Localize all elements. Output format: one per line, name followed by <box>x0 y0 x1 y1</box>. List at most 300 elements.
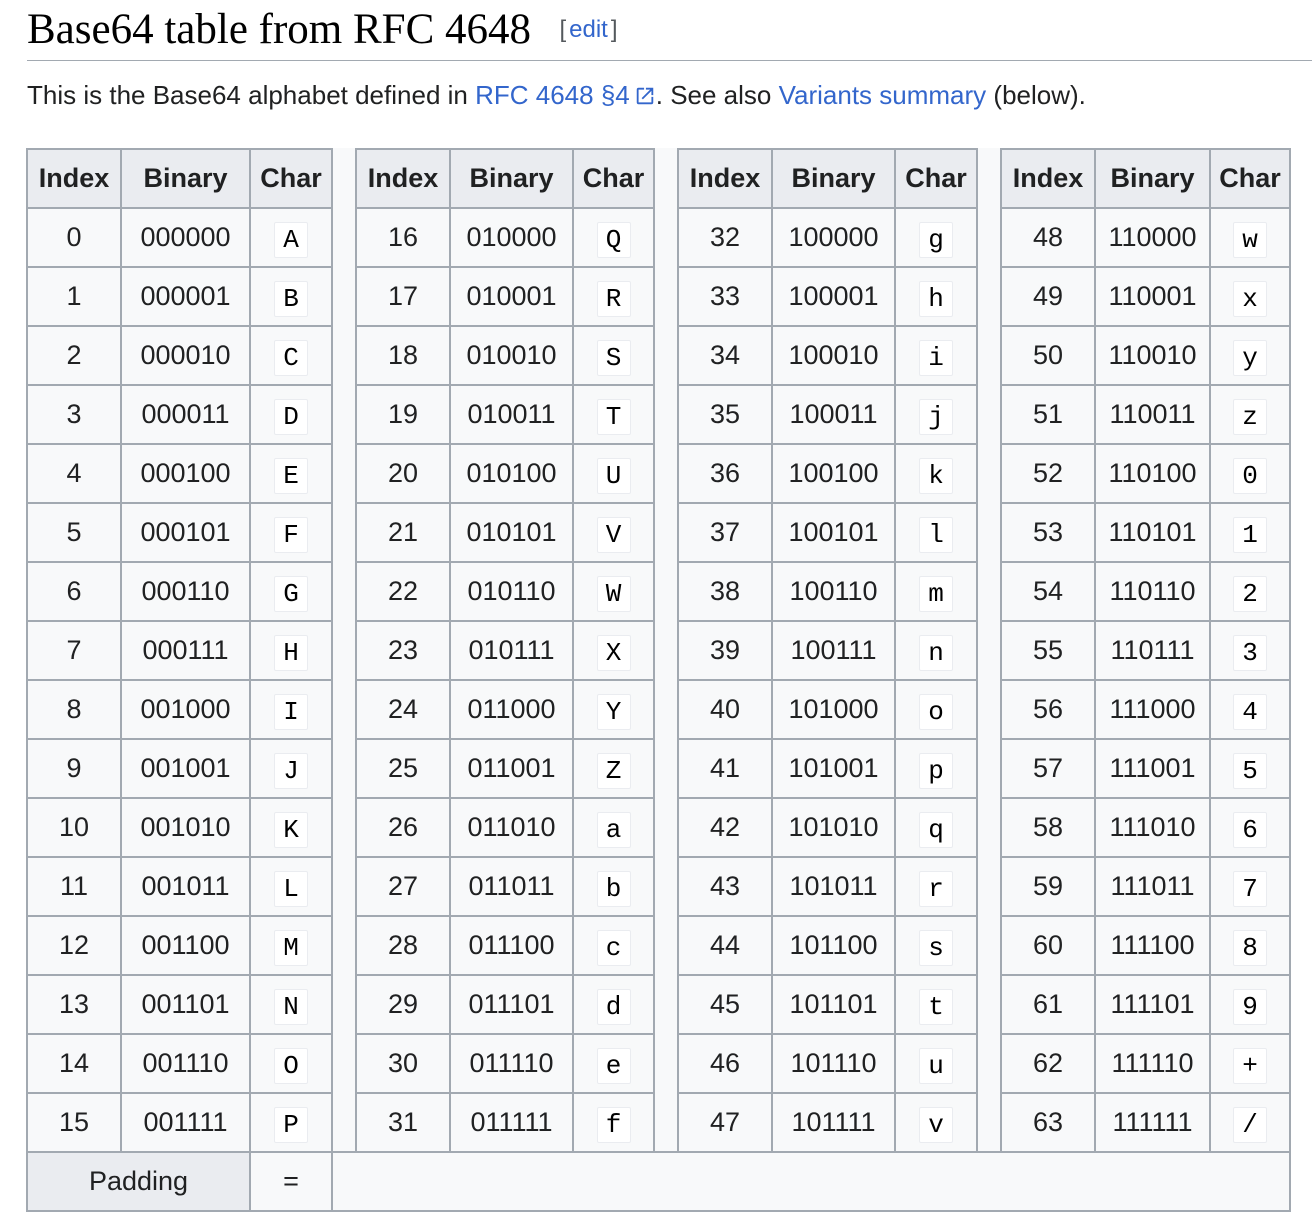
index-cell: 60 <box>1001 916 1095 975</box>
column-gap <box>654 503 678 562</box>
index-cell: 15 <box>27 1093 121 1152</box>
binary-cell: 101111 <box>772 1093 895 1152</box>
binary-cell: 101011 <box>772 857 895 916</box>
index-cell: 49 <box>1001 267 1095 326</box>
char-cell <box>895 621 977 680</box>
intro-text-2: . See also <box>655 80 779 110</box>
column-gap <box>332 1093 356 1152</box>
binary-cell: 011111 <box>450 1093 573 1152</box>
binary-cell: 100000 <box>772 208 895 267</box>
char-code: I <box>274 694 308 730</box>
binary-cell: 001101 <box>121 975 250 1034</box>
column-gap <box>332 680 356 739</box>
padding-label: Padding <box>27 1152 250 1211</box>
index-cell: 58 <box>1001 798 1095 857</box>
column-gap <box>977 857 1001 916</box>
char-code: l <box>919 517 953 553</box>
binary-cell: 010110 <box>450 562 573 621</box>
column-gap <box>977 267 1001 326</box>
column-gap <box>332 326 356 385</box>
index-cell: 26 <box>356 798 450 857</box>
column-gap <box>977 444 1001 503</box>
char-code: + <box>1233 1048 1267 1084</box>
char-cell <box>250 562 332 621</box>
binary-header: Binary <box>450 149 573 208</box>
column-gap <box>332 149 356 208</box>
external-link-icon <box>634 85 656 107</box>
table-row <box>27 739 1290 798</box>
index-cell: 3 <box>27 385 121 444</box>
column-gap <box>332 1034 356 1093</box>
char-cell <box>895 562 977 621</box>
binary-cell: 100011 <box>772 385 895 444</box>
char-code: s <box>919 930 953 966</box>
binary-cell: 100110 <box>772 562 895 621</box>
char-code: G <box>274 576 308 612</box>
index-cell: 13 <box>27 975 121 1034</box>
column-gap <box>654 857 678 916</box>
binary-cell: 011000 <box>450 680 573 739</box>
binary-cell: 010111 <box>450 621 573 680</box>
char-code: L <box>274 871 308 907</box>
char-cell <box>250 267 332 326</box>
binary-cell: 000011 <box>121 385 250 444</box>
char-code: c <box>597 930 631 966</box>
binary-cell: 010010 <box>450 326 573 385</box>
char-code: q <box>919 812 953 848</box>
index-cell: 6 <box>27 562 121 621</box>
index-cell: 36 <box>678 444 772 503</box>
index-cell: 45 <box>678 975 772 1034</box>
char-code: j <box>919 399 953 435</box>
index-cell: 55 <box>1001 621 1095 680</box>
table-row <box>27 680 1290 739</box>
column-gap <box>654 149 678 208</box>
char-cell <box>895 680 977 739</box>
rfc-4648-link[interactable] <box>475 80 656 110</box>
binary-cell: 100101 <box>772 503 895 562</box>
binary-cell: 010011 <box>450 385 573 444</box>
char-code: Y <box>597 694 631 730</box>
char-cell <box>573 1093 654 1152</box>
char-code: g <box>919 222 953 258</box>
char-code: 9 <box>1233 989 1267 1025</box>
index-cell: 57 <box>1001 739 1095 798</box>
char-cell <box>250 680 332 739</box>
index-cell: 47 <box>678 1093 772 1152</box>
char-cell <box>573 562 654 621</box>
char-code: x <box>1233 281 1267 317</box>
binary-cell: 110001 <box>1095 267 1210 326</box>
binary-cell: 000101 <box>121 503 250 562</box>
char-code: W <box>597 576 631 612</box>
index-cell: 22 <box>356 562 450 621</box>
char-cell <box>1210 857 1290 916</box>
char-code: 3 <box>1233 635 1267 671</box>
char-cell <box>250 857 332 916</box>
binary-cell: 111010 <box>1095 798 1210 857</box>
char-code: d <box>597 989 631 1025</box>
index-cell: 38 <box>678 562 772 621</box>
char-cell <box>1210 1093 1290 1152</box>
char-code: B <box>274 281 308 317</box>
binary-cell: 111100 <box>1095 916 1210 975</box>
binary-cell: 001001 <box>121 739 250 798</box>
binary-cell: 100001 <box>772 267 895 326</box>
char-cell <box>250 208 332 267</box>
table-body <box>27 208 1290 1211</box>
index-cell: 10 <box>27 798 121 857</box>
binary-cell: 110100 <box>1095 444 1210 503</box>
char-cell <box>250 385 332 444</box>
index-cell: 30 <box>356 1034 450 1093</box>
char-code: E <box>274 458 308 494</box>
char-cell <box>1210 385 1290 444</box>
column-gap <box>977 798 1001 857</box>
char-code: 7 <box>1233 871 1267 907</box>
char-code: A <box>274 222 308 258</box>
char-code: / <box>1233 1107 1267 1143</box>
binary-cell: 011001 <box>450 739 573 798</box>
char-code: Q <box>597 222 631 258</box>
binary-cell: 111011 <box>1095 857 1210 916</box>
binary-cell: 000110 <box>121 562 250 621</box>
binary-cell: 101010 <box>772 798 895 857</box>
char-cell <box>1210 267 1290 326</box>
index-cell: 59 <box>1001 857 1095 916</box>
column-gap <box>332 267 356 326</box>
index-cell: 62 <box>1001 1034 1095 1093</box>
edit-section <box>559 16 617 44</box>
column-gap <box>332 798 356 857</box>
index-cell: 19 <box>356 385 450 444</box>
header-row <box>27 149 1290 208</box>
column-gap <box>654 680 678 739</box>
index-cell: 46 <box>678 1034 772 1093</box>
binary-cell: 100100 <box>772 444 895 503</box>
char-cell <box>1210 208 1290 267</box>
char-code: 5 <box>1233 753 1267 789</box>
char-code: V <box>597 517 631 553</box>
char-cell <box>1210 798 1290 857</box>
column-gap <box>654 208 678 267</box>
edit-link[interactable]: edit <box>569 16 608 43</box>
char-cell <box>895 444 977 503</box>
table-row <box>27 975 1290 1034</box>
column-gap <box>977 975 1001 1034</box>
char-cell <box>895 385 977 444</box>
column-gap <box>977 385 1001 444</box>
index-cell: 9 <box>27 739 121 798</box>
index-cell: 61 <box>1001 975 1095 1034</box>
intro-text-3: (below). <box>986 80 1086 110</box>
char-cell <box>895 739 977 798</box>
column-gap <box>332 503 356 562</box>
index-cell: 12 <box>27 916 121 975</box>
column-gap <box>332 562 356 621</box>
index-cell: 40 <box>678 680 772 739</box>
index-cell: 21 <box>356 503 450 562</box>
binary-cell: 010100 <box>450 444 573 503</box>
char-cell <box>250 916 332 975</box>
table-row <box>27 385 1290 444</box>
column-gap <box>332 975 356 1034</box>
binary-cell: 110110 <box>1095 562 1210 621</box>
char-code: u <box>919 1048 953 1084</box>
char-cell <box>250 1034 332 1093</box>
char-cell <box>573 857 654 916</box>
char-code: O <box>274 1048 308 1084</box>
table-row <box>27 916 1290 975</box>
binary-cell: 001000 <box>121 680 250 739</box>
binary-cell: 000001 <box>121 267 250 326</box>
binary-cell: 110111 <box>1095 621 1210 680</box>
padding-row-filler <box>332 1152 1290 1211</box>
binary-header: Binary <box>1095 149 1210 208</box>
binary-cell: 011101 <box>450 975 573 1034</box>
binary-cell: 001100 <box>121 916 250 975</box>
binary-cell: 010101 <box>450 503 573 562</box>
binary-header: Binary <box>121 149 250 208</box>
table-row <box>27 857 1290 916</box>
char-cell <box>1210 503 1290 562</box>
column-gap <box>654 1034 678 1093</box>
binary-cell: 101110 <box>772 1034 895 1093</box>
char-code: b <box>597 871 631 907</box>
binary-cell: 000010 <box>121 326 250 385</box>
column-gap <box>654 739 678 798</box>
base64-table <box>26 148 1291 1212</box>
char-cell <box>250 444 332 503</box>
binary-cell: 010000 <box>450 208 573 267</box>
binary-cell: 110101 <box>1095 503 1210 562</box>
char-cell <box>895 326 977 385</box>
index-cell: 34 <box>678 326 772 385</box>
binary-cell: 011110 <box>450 1034 573 1093</box>
char-header: Char <box>1210 149 1290 208</box>
char-header: Char <box>250 149 332 208</box>
index-cell: 32 <box>678 208 772 267</box>
column-gap <box>977 208 1001 267</box>
column-gap <box>654 444 678 503</box>
char-code: N <box>274 989 308 1025</box>
rfc-4648-link-label: RFC 4648 §4 <box>475 80 630 110</box>
column-gap <box>654 1093 678 1152</box>
index-cell: 43 <box>678 857 772 916</box>
column-gap <box>654 385 678 444</box>
binary-cell: 101001 <box>772 739 895 798</box>
index-cell: 18 <box>356 326 450 385</box>
char-cell <box>895 857 977 916</box>
char-cell <box>1210 621 1290 680</box>
char-code: C <box>274 340 308 376</box>
column-gap <box>654 326 678 385</box>
padding-char: = <box>250 1152 332 1211</box>
char-code: o <box>919 694 953 730</box>
column-gap <box>332 621 356 680</box>
char-code: z <box>1233 399 1267 435</box>
char-cell <box>573 798 654 857</box>
index-header: Index <box>27 149 121 208</box>
char-cell <box>895 503 977 562</box>
binary-cell: 111111 <box>1095 1093 1210 1152</box>
char-code: M <box>274 930 308 966</box>
char-cell <box>573 503 654 562</box>
char-code: n <box>919 635 953 671</box>
binary-cell: 100111 <box>772 621 895 680</box>
index-cell: 1 <box>27 267 121 326</box>
char-cell <box>895 1093 977 1152</box>
binary-cell: 101000 <box>772 680 895 739</box>
char-code: U <box>597 458 631 494</box>
table-row <box>27 326 1290 385</box>
index-cell: 23 <box>356 621 450 680</box>
char-cell <box>250 326 332 385</box>
char-code: H <box>274 635 308 671</box>
char-code: T <box>597 399 631 435</box>
index-cell: 8 <box>27 680 121 739</box>
char-code: R <box>597 281 631 317</box>
index-cell: 50 <box>1001 326 1095 385</box>
binary-cell: 111000 <box>1095 680 1210 739</box>
index-cell: 39 <box>678 621 772 680</box>
binary-cell: 100010 <box>772 326 895 385</box>
edit-bracket-open: [ <box>559 16 567 43</box>
index-cell: 7 <box>27 621 121 680</box>
binary-cell: 000111 <box>121 621 250 680</box>
index-cell: 14 <box>27 1034 121 1093</box>
char-cell <box>573 267 654 326</box>
column-gap <box>654 621 678 680</box>
char-code: m <box>919 576 953 612</box>
binary-cell: 001011 <box>121 857 250 916</box>
column-gap <box>654 562 678 621</box>
section-title: Base64 table from RFC 4648 <box>27 6 532 53</box>
index-cell: 20 <box>356 444 450 503</box>
column-gap <box>332 857 356 916</box>
binary-cell: 000000 <box>121 208 250 267</box>
char-cell <box>895 916 977 975</box>
char-cell <box>573 385 654 444</box>
index-cell: 0 <box>27 208 121 267</box>
binary-cell: 011011 <box>450 857 573 916</box>
index-cell: 41 <box>678 739 772 798</box>
column-gap <box>654 916 678 975</box>
binary-cell: 110011 <box>1095 385 1210 444</box>
char-code: i <box>919 340 953 376</box>
char-header: Char <box>895 149 977 208</box>
index-cell: 25 <box>356 739 450 798</box>
table-row <box>27 562 1290 621</box>
index-cell: 29 <box>356 975 450 1034</box>
table-row <box>27 503 1290 562</box>
table-row <box>27 798 1290 857</box>
binary-cell: 001110 <box>121 1034 250 1093</box>
char-cell <box>573 621 654 680</box>
binary-cell: 110000 <box>1095 208 1210 267</box>
binary-cell: 110010 <box>1095 326 1210 385</box>
variants-summary-link[interactable]: Variants summary <box>778 80 987 110</box>
char-code: J <box>274 753 308 789</box>
char-cell <box>1210 975 1290 1034</box>
char-code: 2 <box>1233 576 1267 612</box>
table-row <box>27 621 1290 680</box>
char-code: f <box>597 1107 631 1143</box>
char-cell <box>573 326 654 385</box>
column-gap <box>977 1093 1001 1152</box>
column-gap <box>977 326 1001 385</box>
padding-row <box>27 1152 1290 1211</box>
char-cell <box>1210 326 1290 385</box>
column-gap <box>977 503 1001 562</box>
index-cell: 48 <box>1001 208 1095 267</box>
binary-cell: 001010 <box>121 798 250 857</box>
binary-cell: 101101 <box>772 975 895 1034</box>
column-gap <box>332 385 356 444</box>
char-code: F <box>274 517 308 553</box>
table-row <box>27 444 1290 503</box>
index-header: Index <box>1001 149 1095 208</box>
index-cell: 63 <box>1001 1093 1095 1152</box>
char-cell <box>895 267 977 326</box>
index-cell: 16 <box>356 208 450 267</box>
char-code: a <box>597 812 631 848</box>
binary-cell: 011100 <box>450 916 573 975</box>
char-cell <box>573 975 654 1034</box>
column-gap <box>977 1034 1001 1093</box>
char-code: 0 <box>1233 458 1267 494</box>
column-gap <box>977 562 1001 621</box>
char-cell <box>573 680 654 739</box>
binary-header: Binary <box>772 149 895 208</box>
index-cell: 2 <box>27 326 121 385</box>
char-cell <box>573 208 654 267</box>
table-row <box>27 1034 1290 1093</box>
binary-cell: 111110 <box>1095 1034 1210 1093</box>
char-cell <box>895 1034 977 1093</box>
table-row <box>27 1093 1290 1152</box>
table-header <box>27 149 1290 208</box>
index-cell: 27 <box>356 857 450 916</box>
char-code: D <box>274 399 308 435</box>
index-cell: 4 <box>27 444 121 503</box>
index-header: Index <box>678 149 772 208</box>
char-code: e <box>597 1048 631 1084</box>
index-header: Index <box>356 149 450 208</box>
char-cell <box>1210 680 1290 739</box>
char-code: v <box>919 1107 953 1143</box>
char-code: h <box>919 281 953 317</box>
char-cell <box>1210 739 1290 798</box>
edit-bracket-close: ] <box>610 16 618 43</box>
char-cell <box>1210 444 1290 503</box>
column-gap <box>977 916 1001 975</box>
char-cell <box>250 739 332 798</box>
char-cell <box>573 1034 654 1093</box>
char-cell <box>895 208 977 267</box>
column-gap <box>654 267 678 326</box>
char-code: K <box>274 812 308 848</box>
index-cell: 51 <box>1001 385 1095 444</box>
index-cell: 56 <box>1001 680 1095 739</box>
intro-paragraph <box>27 78 1086 112</box>
binary-cell: 111101 <box>1095 975 1210 1034</box>
index-cell: 33 <box>678 267 772 326</box>
char-code: r <box>919 871 953 907</box>
char-cell <box>250 503 332 562</box>
index-cell: 24 <box>356 680 450 739</box>
char-cell <box>573 916 654 975</box>
